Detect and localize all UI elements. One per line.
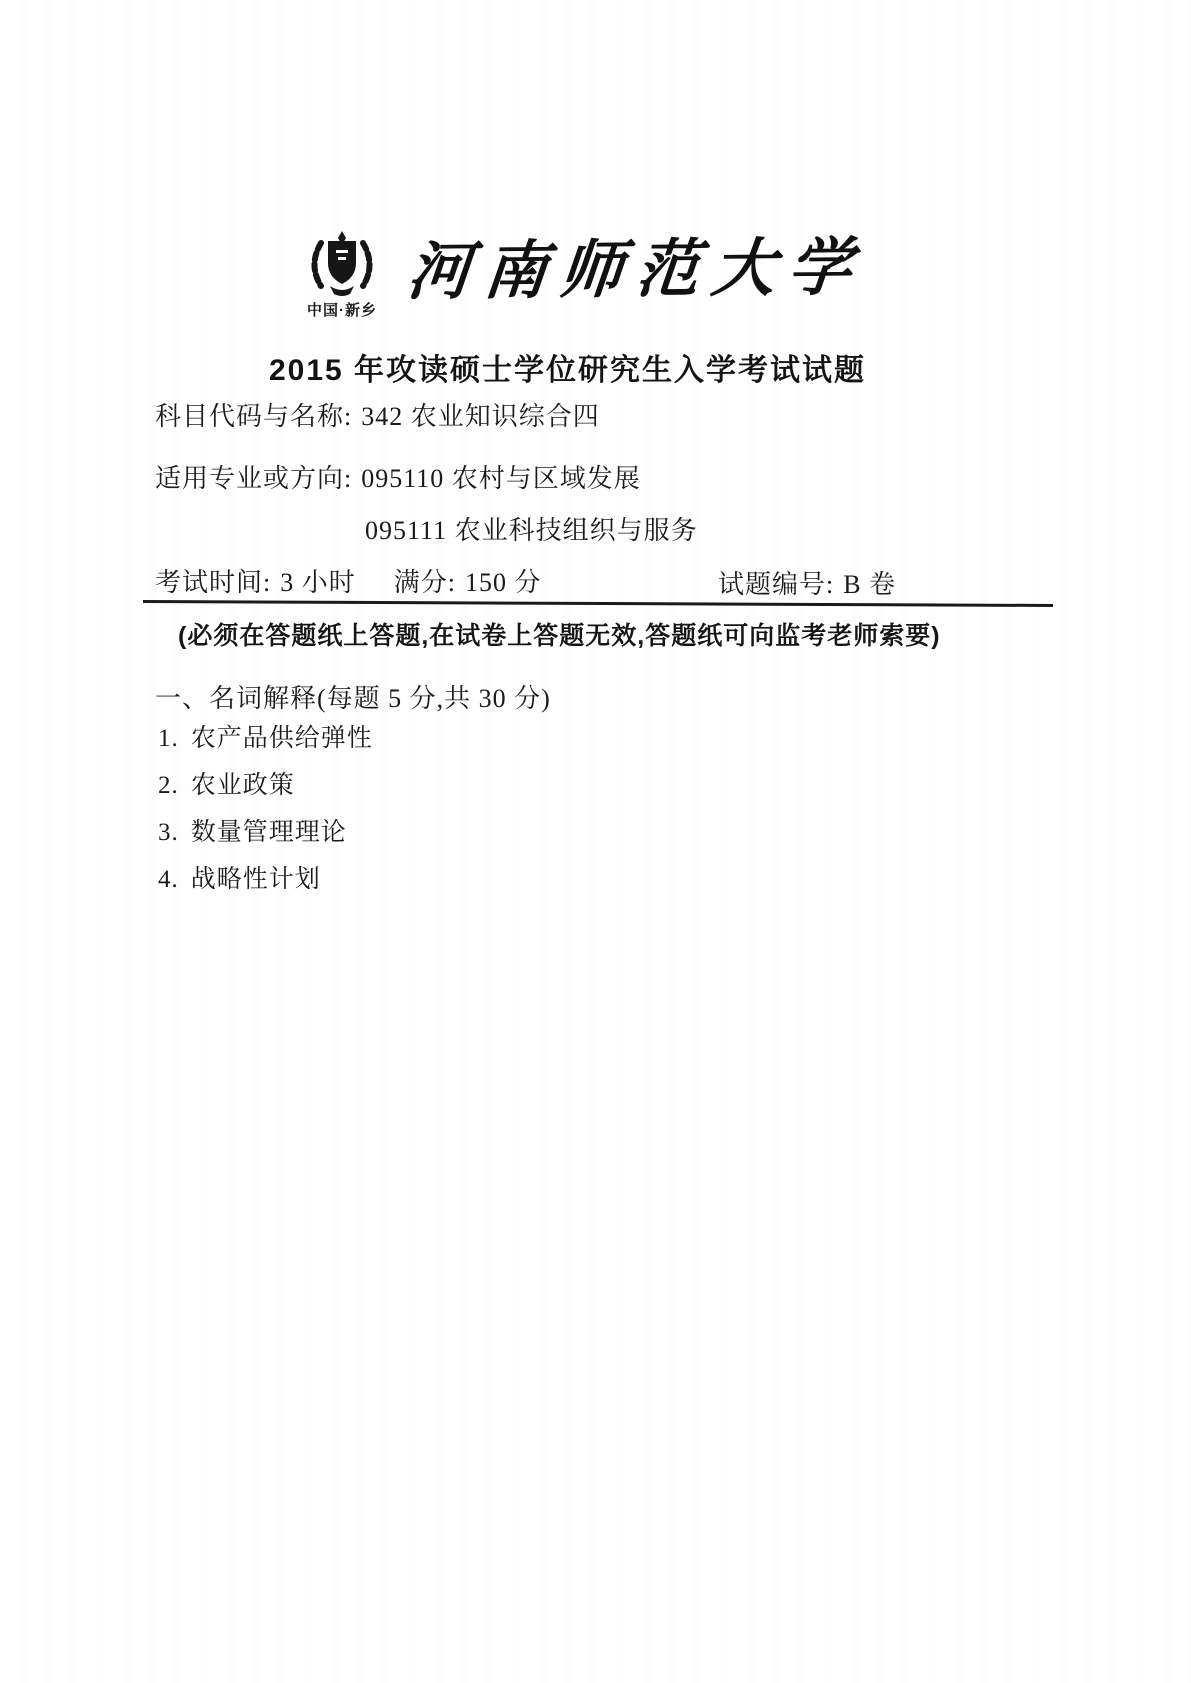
item-text: 战略性计划 — [190, 866, 321, 893]
item-text: 数量管理理论 — [190, 819, 347, 846]
list-item — [158, 859, 321, 895]
paper-number-value: B 卷 — [843, 570, 897, 599]
list-item — [158, 718, 373, 754]
item-number: 3. — [158, 819, 179, 846]
item-text: 农业政策 — [190, 772, 295, 799]
subject-line — [155, 396, 600, 433]
exam-meta-line — [155, 562, 542, 599]
university-emblem-icon — [300, 231, 384, 297]
item-text: 农产品供给弹性 — [190, 725, 373, 752]
exam-time-label: 考试时间: — [155, 568, 272, 597]
exam-time-value: 3 小时 — [280, 568, 356, 597]
item-number: 4. — [158, 866, 179, 893]
university-wordmark: 河南师范大学 — [404, 229, 868, 309]
section-heading: 一、名词解释(每题 5 分,共 30 分) — [155, 684, 551, 713]
list-item — [158, 812, 347, 848]
divider-rule — [143, 600, 1053, 607]
subject-label: 科目代码与名称: — [155, 402, 353, 431]
major-line — [155, 458, 641, 495]
list-item — [158, 765, 295, 801]
item-number: 2. — [158, 772, 179, 799]
major-line-2 — [365, 510, 698, 547]
paper-number-label: 试题编号: — [718, 570, 835, 599]
full-score-value: 150 分 — [464, 568, 542, 597]
full-score-label: 满分: — [393, 568, 456, 597]
university-emblem — [290, 231, 394, 320]
item-number: 1. — [158, 725, 179, 752]
emblem-caption: 中国·新乡 — [307, 302, 377, 319]
paper-number-line — [718, 564, 896, 601]
major-value-2: 095111 农业科技组织与服务 — [365, 516, 698, 545]
page-title: 2015 年攻读硕士学位研究生入学考试试题 — [268, 354, 867, 387]
subject-value: 342 农业知识综合四 — [361, 402, 600, 431]
notice-text: (必须在答题纸上答题,在试卷上答题无效,答题纸可向监考老师索要) — [178, 622, 941, 650]
major-label: 适用专业或方向: — [155, 464, 353, 493]
university-brand — [290, 229, 868, 320]
major-value: 095110 农村与区域发展 — [361, 464, 641, 493]
